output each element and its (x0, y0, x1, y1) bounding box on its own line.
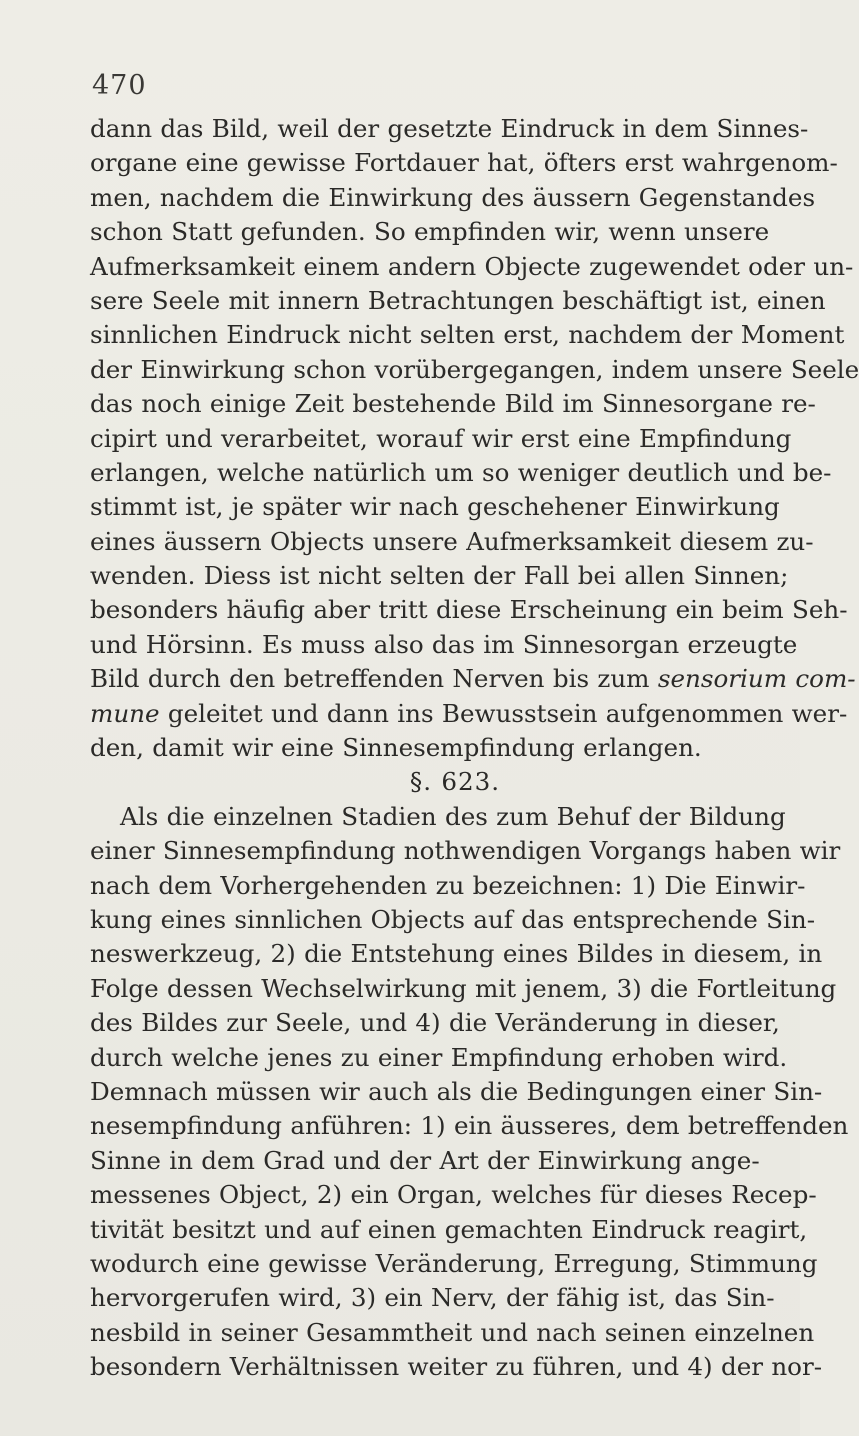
text-line: cipirt und verarbeitet, worauf wir erst eine Empfindung (90, 423, 792, 453)
text-line: Demnach müssen wir auch als die Bedingungen einer Sin- (90, 1076, 823, 1106)
text-line: sere Seele mit innern Betrachtungen beschäftigt ist, einen (90, 285, 826, 315)
text-line: einer Sinnesempfindung nothwendigen Vorgangs haben wir (90, 836, 841, 866)
text-line: stimmt ist, je später wir nach geschehener Einwirkung (90, 492, 780, 522)
text-span: Bild durch den betreffenden Nerven bis zum (90, 664, 658, 694)
text-line: des Bildes zur Seele, und 4) die Veränderung in dieser, (90, 1008, 780, 1038)
text-line: wodurch eine gewisse Veränderung, Erregung, Stimmung (90, 1248, 818, 1278)
text-line: wenden. Diess ist nicht selten der Fall bei allen Sinnen; (90, 561, 789, 591)
text-line: das noch einige Zeit bestehende Bild im Sinnesorgane re- (90, 389, 816, 419)
text-line: der Einwirkung schon vorübergegangen, indem unsere Seele (90, 354, 859, 384)
text-line: Sinne in dem Grad und der Art der Einwirkung ange- (90, 1145, 760, 1175)
text-line: eines äussern Objects unsere Aufmerksamkeit diesem zu- (90, 526, 814, 556)
text-line: schon Statt gefunden. So empfinden wir, wenn unsere (90, 217, 770, 247)
italic-term: sensorium com- (657, 664, 856, 694)
text-line: Aufmerksamkeit einem andern Objecte zugewendet oder un- (90, 251, 854, 281)
paragraph-start: Als die einzelnen Stadien des zum Behuf der Bildung (120, 801, 786, 831)
text-line: tivität besitzt und auf einen gemachten Eindruck reagirt, (90, 1214, 808, 1244)
italic-term: mune (90, 698, 160, 728)
body-text (90, 112, 859, 1384)
text-line: organe eine gewisse Fortdauer hat, öfters erst wahrgenom- (90, 148, 838, 178)
text-line: durch welche jenes zu einer Empfindung erhoben wird. (90, 1042, 788, 1072)
text-line: kung eines sinnlichen Objects auf das entsprechende Sin- (90, 904, 816, 934)
text-line (90, 662, 856, 696)
text-line: nach dem Vorhergehenden zu bezeichnen: 1) Die Einwir- (90, 870, 806, 900)
text-line: nesempfindung anführen: 1) ein äusseres, dem betreffenden (90, 1111, 849, 1141)
text-line: men, nachdem die Einwirkung des äussern Gegenstandes (90, 182, 816, 212)
text-line: messenes Object, 2) ein Organ, welches für dieses Recep- (90, 1180, 817, 1210)
text-line: dann das Bild, weil der gesetzte Eindruck in dem Sinnes- (90, 114, 809, 143)
text-line: hervorgerufen wird, 3) ein Nerv, der fähig ist, das Sin- (90, 1283, 775, 1313)
text-line: und Hörsinn. Es muss also das im Sinnesorgan erzeugte (90, 629, 798, 659)
page-number: 470 (92, 70, 147, 101)
text-line: besonders häufig aber tritt diese Erscheinung ein beim Seh- (90, 595, 848, 625)
text-line: neswerkzeug, 2) die Entstehung eines Bildes in diesem, in (90, 939, 823, 969)
section-heading (90, 765, 750, 799)
text-line: Folge dessen Wechselwirkung mit jenem, 3) die Fortleitung (90, 973, 837, 1003)
text-line: den, damit wir eine Sinnesempfindung erlangen. (90, 733, 702, 763)
text-line: erlangen, welche natürlich um so weniger deutlich und be- (90, 457, 832, 487)
text-line (90, 697, 848, 731)
text-span: geleitet und dann ins Bewusstsein aufgenommen wer- (159, 698, 848, 728)
text-line: sinnlichen Eindruck nicht selten erst, nachdem der Moment (90, 320, 845, 350)
text-line: besondern Verhältnissen weiter zu führen, und 4) der nor- (90, 1352, 823, 1382)
text-line: nesbild in seiner Gesammtheit und nach seinen einzelnen (90, 1317, 815, 1347)
section-number: §. 623. (409, 767, 501, 797)
